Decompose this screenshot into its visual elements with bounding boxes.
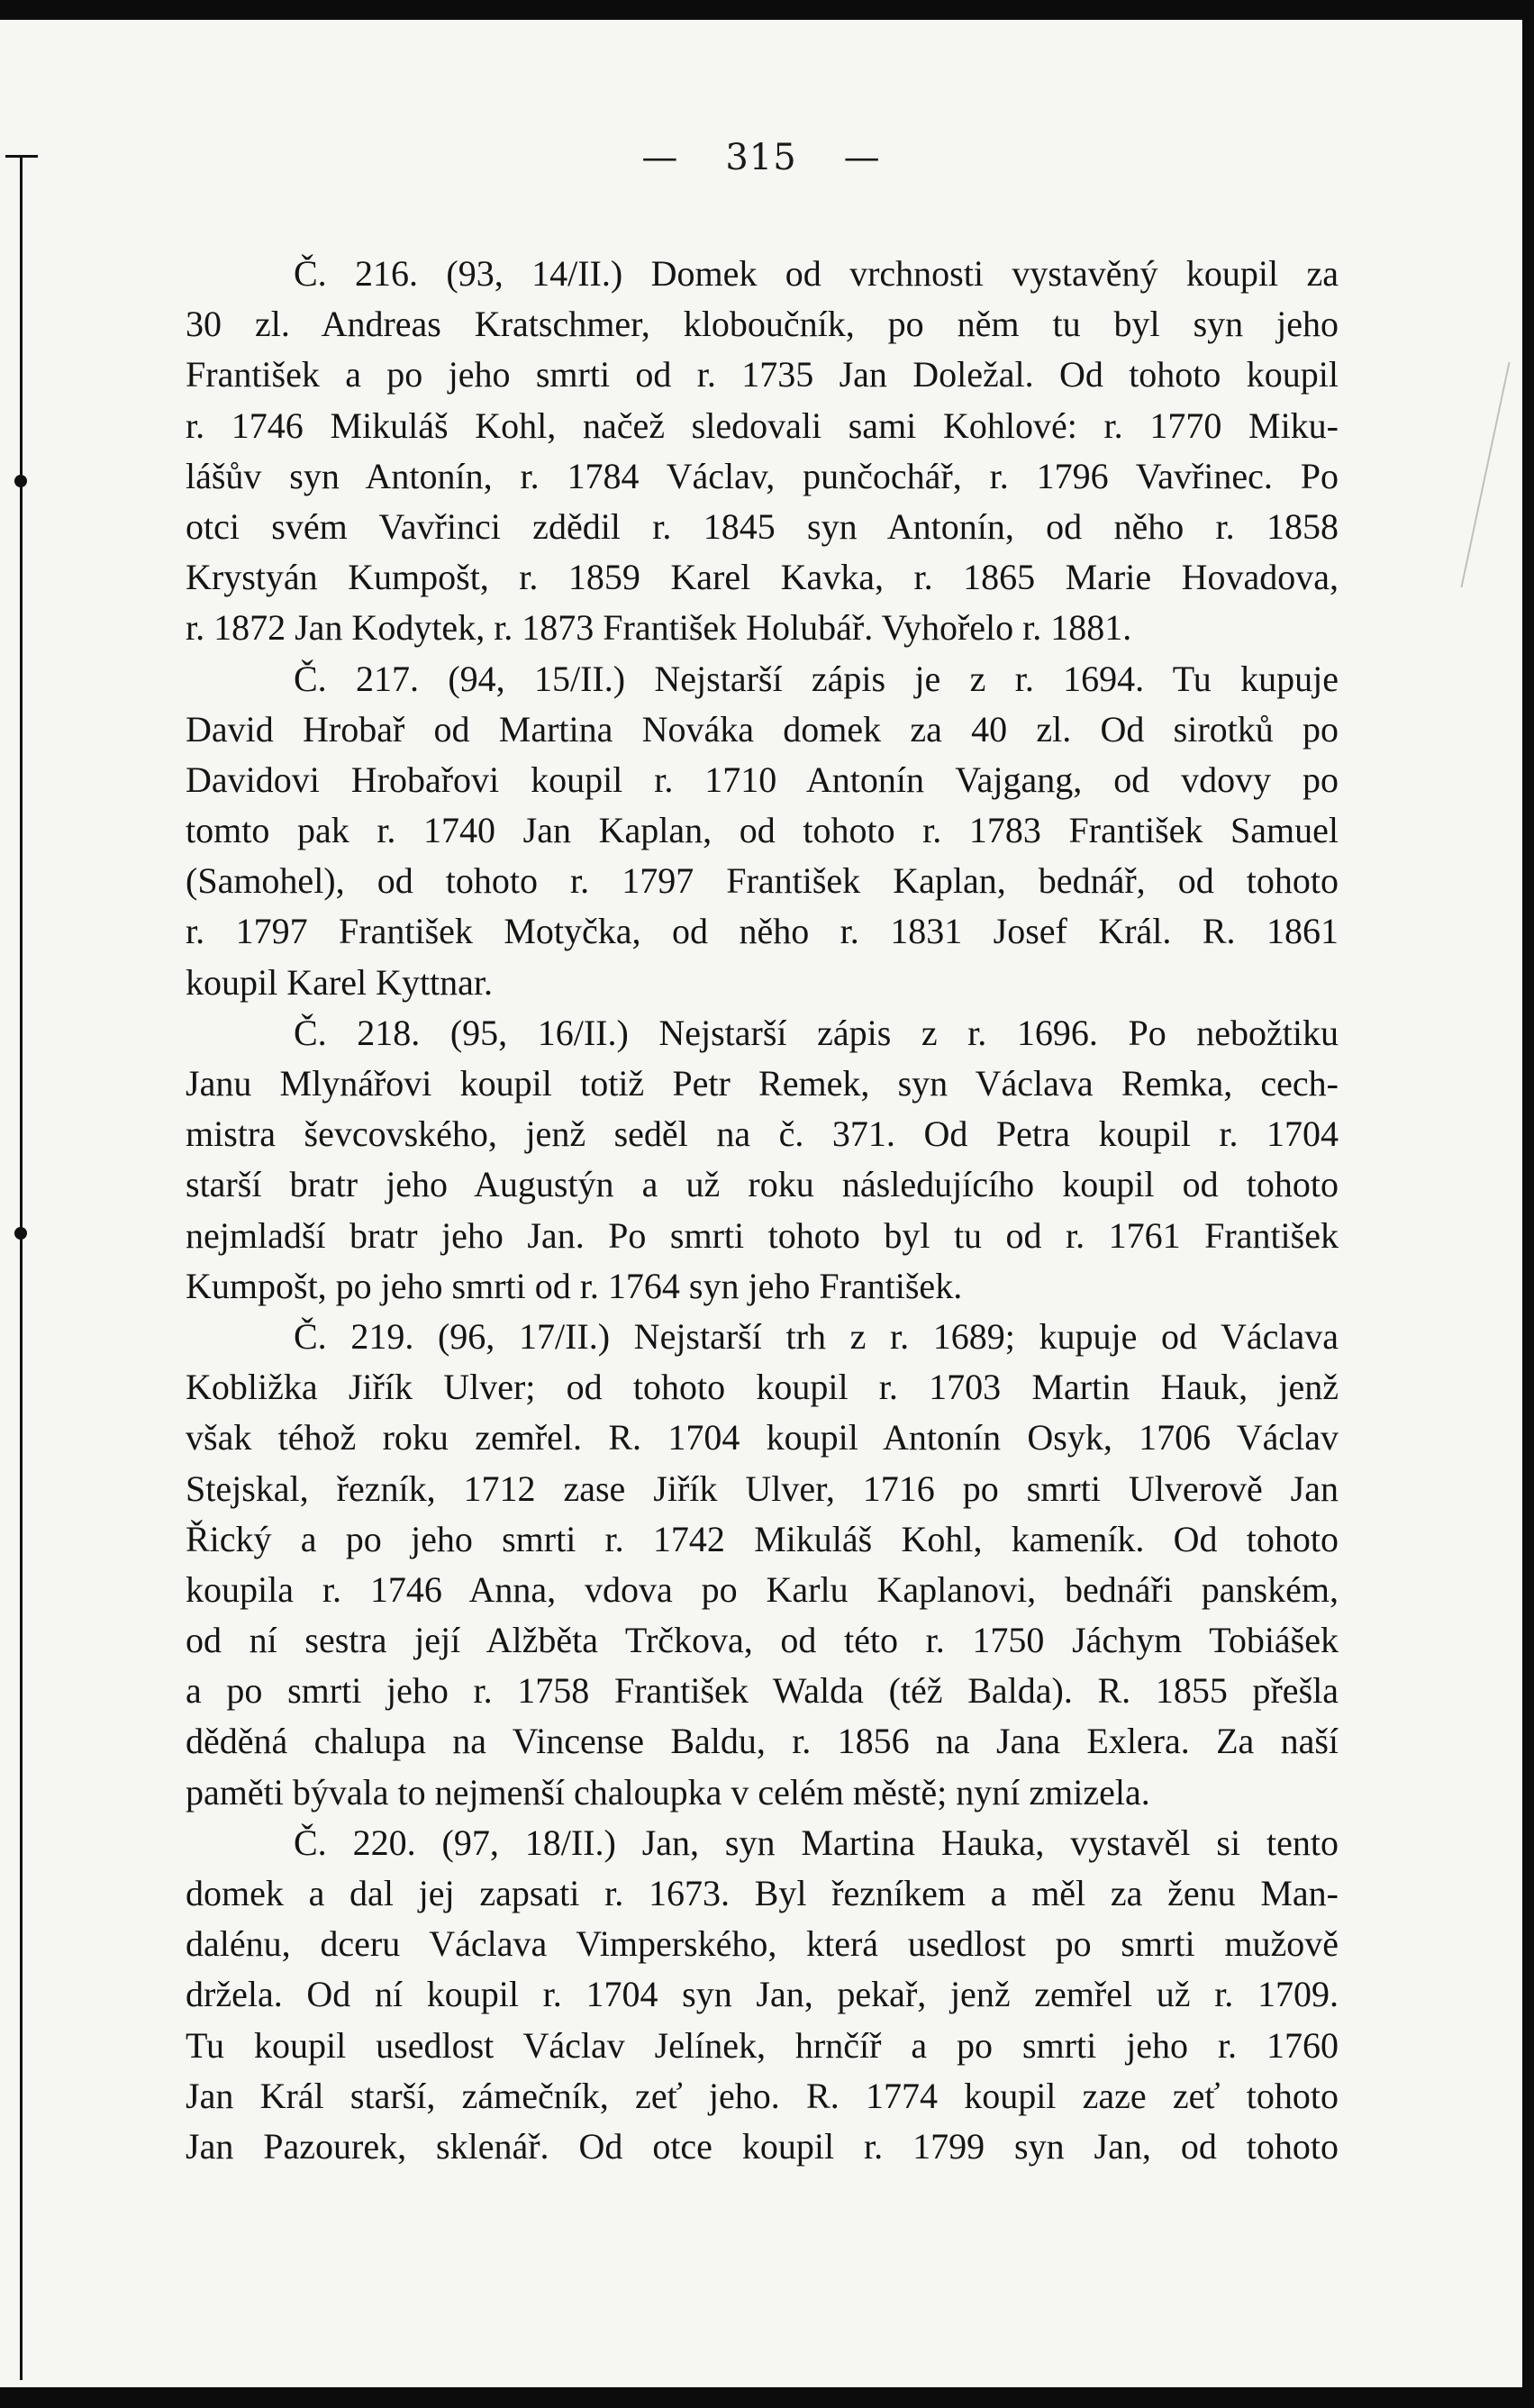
text-line: paměti bývala to nejmenší chaloupka v celém městě; nyní zmizela.	[186, 1771, 1150, 1813]
text-line: David Hrobař od Martina Nováka domek za 40 zl. Od sirotků po	[186, 708, 1339, 750]
text-line: mistra ševcovského, jenž seděl na č. 371. Od Petra koupil r. 1704	[186, 1113, 1339, 1155]
text-line: Jan Pazourek, sklenář. Od otce koupil r. 1799 syn Jan, od tohoto	[186, 2125, 1339, 2167]
text-line: koupila r. 1746 Anna, vdova po Karlu Kaplanovi, bednáři panském,	[186, 1568, 1339, 1610]
text-line: r. 1746 Mikuláš Kohl, načež sledovali sami Kohlové: r. 1770 Miku-	[186, 404, 1339, 446]
text-line: nejmladší bratr jeho Jan. Po smrti tohoto byl tu od r. 1761 František	[186, 1214, 1339, 1256]
dash-right: —	[843, 137, 881, 178]
dash-left: —	[641, 137, 679, 178]
text-line: a po smrti jeho r. 1758 František Walda (též Balda). R. 1855 přešla	[186, 1670, 1339, 1712]
text-line: však téhož roku zemřel. R. 1704 koupil Antonín Osyk, 1706 Václav	[186, 1417, 1339, 1458]
binding-edge-line	[20, 155, 23, 2380]
binding-dot	[14, 475, 27, 487]
text-line: Č. 218. (95, 16/II.) Nejstarší zápis z r. 1696. Po nebožtiku	[294, 1012, 1339, 1053]
text-line: r. 1797 František Motyčka, od něho r. 1831 Josef Král. R. 1861	[186, 911, 1339, 952]
page-number: 315	[725, 137, 797, 178]
text-line: otci svém Vavřinci zdědil r. 1845 syn Antonín, od něho r. 1858	[186, 505, 1339, 547]
page-number-header	[0, 137, 1522, 178]
text-line: Řický a po jeho smrti r. 1742 Mikuláš Kohl, kameník. Od tohoto	[186, 1518, 1339, 1559]
pencil-mark	[1406, 362, 1510, 587]
text-line: 30 zl. Andreas Kratschmer, kloboučník, po něm tu byl syn jeho	[186, 304, 1339, 345]
text-line: Jan Král starší, zámečník, zeť jeho. R. 1774 koupil zaze zeť tohoto	[186, 2075, 1339, 2116]
text-line: r. 1872 Jan Kodytek, r. 1873 František Holubář. Vyhořelo r. 1881.	[186, 607, 1132, 649]
text-line: děděná chalupa na Vincense Baldu, r. 1856 na Jana Exlera. Za naší	[186, 1721, 1339, 1762]
text-line: Č. 217. (94, 15/II.) Nejstarší zápis je z r. 1694. Tu kupuje	[294, 658, 1339, 699]
text-line: držela. Od ní koupil r. 1704 syn Jan, pekař, jenž zemřel už r. 1709.	[186, 1974, 1339, 2015]
text-line: Davidovi Hrobařovi koupil r. 1710 Antonín Vajgang, od vdovy po	[186, 759, 1339, 800]
text-line: František a po jeho smrti od r. 1735 Jan Doležal. Od tohoto koupil	[186, 354, 1339, 395]
body-text	[186, 249, 1339, 2172]
text-line: Č. 220. (97, 18/II.) Jan, syn Martina Hauka, vystavěl si tento	[294, 1822, 1339, 1863]
text-line: Kobližka Jiřík Ulver; od tohoto koupil r. 1703 Martin Hauk, jenž	[186, 1367, 1339, 1408]
text-line: Č. 219. (96, 17/II.) Nejstarší trh z r. 1689; kupuje od Václava	[294, 1315, 1339, 1357]
text-line: tomto pak r. 1740 Jan Kaplan, od tohoto r. 1783 František Samuel	[186, 810, 1339, 851]
binding-dot	[14, 1227, 27, 1240]
scanned-page	[0, 20, 1522, 2387]
text-line: Tu koupil usedlost Václav Jelínek, hrnčíř a po smrti jeho r. 1760	[186, 2024, 1339, 2066]
text-line: (Samohel), od tohoto r. 1797 František Kaplan, bednář, od tohoto	[186, 860, 1339, 902]
text-line: dalénu, dceru Václava Vimperského, která usedlost po smrti mužově	[186, 1923, 1339, 1965]
text-line: koupil Karel Kyttnar.	[186, 961, 494, 1003]
text-line: domek a dal jej zapsati r. 1673. Byl řezníkem a měl za ženu Man-	[186, 1873, 1339, 1913]
text-line: Stejskal, řezník, 1712 zase Jiřík Ulver, 1716 po smrti Ulverově Jan	[186, 1468, 1339, 1509]
text-line: od ní sestra její Alžběta Trčkova, od této r. 1750 Jáchym Tobiášek	[186, 1620, 1339, 1661]
text-line: Krystyán Kumpošt, r. 1859 Karel Kavka, r. 1865 Marie Hovadova,	[186, 557, 1339, 598]
text-line: Janu Mlynářovi koupil totiž Petr Remek, syn Václava Remka, cech-	[186, 1063, 1339, 1104]
text-line: Č. 216. (93, 14/II.) Domek od vrchnosti vystavěný koupil za	[294, 253, 1339, 294]
text-line: lášův syn Antonín, r. 1784 Václav, punčochář, r. 1796 Vavřinec. Po	[186, 455, 1339, 496]
text-line: starší bratr jeho Augustýn a už roku následujícího koupil od tohoto	[186, 1164, 1339, 1205]
text-line: Kumpošt, po jeho smrti od r. 1764 syn jeho František.	[186, 1265, 963, 1306]
